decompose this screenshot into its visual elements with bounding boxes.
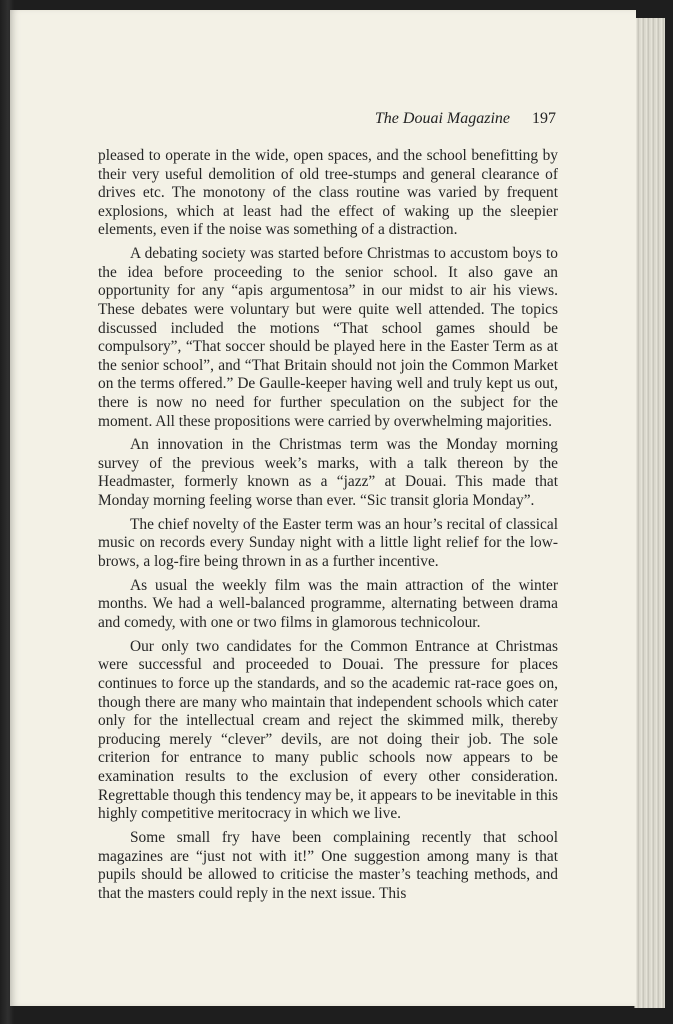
paragraph: As usual the weekly film was the main attraction of the winter months. We had a well-balanced programme, alternating between drama and comedy, with one or two films in glamorous technicolour. (98, 576, 558, 631)
paragraph: A debating society was started before Christmas to accustom boys to the idea before proceeding to the senior school. It also gave an opportunity for any “apis argumentosa” in our midst to air his views. These debates were voluntary but were quite well attended. The topics discussed included the motions “That school games should be compulsory”, “That soccer should be played here in the Easter Term as at the senior school”, and “That Britain should not join the Common Market on the terms offered.” De Gaulle-keeper having well and truly kept us out, there is now no need for further speculation on the subject for the moment. All these propositions were carried by overwhelming majorities. (98, 245, 558, 430)
running-head: The Douai Magazine (374, 110, 510, 127)
paragraph: The chief novelty of the Easter term was an hour’s recital of classical music on records every Sunday night with a little light relief for the low-brows, a log-fire being thrown in as a further incentive. (98, 515, 558, 571)
body-text (98, 147, 558, 908)
paragraph: Some small fry have been complaining recently that school magazines are “just not with it!” One suggestion among many is that pupils should be allowed to criticise the master’s teaching methods, and that the masters could reply in the next issue. This (98, 828, 558, 902)
page-number: 197 (532, 110, 556, 127)
book-page-edges (634, 18, 665, 1008)
paragraph: Our only two candidates for the Common Entrance at Christmas were successful and proceeded to Douai. The pressure for places continues to force up the standards, and so the academic rat-race goes on, though there are many who maintain that independent schools which cater only for the intellectual cream and reject the skimmed milk, thereby producing merely “clever” devils, are not doing their job. The sole criterion for entrance to many public schools now appears to be examination results to the exclusion of every other consideration. Regrettable though this tendency may be, it appears to be inevitable in this highly competitive meritocracy in which we live. (98, 637, 558, 823)
paragraph: pleased to operate in the wide, open spaces, and the school benefitting by their very useful demolition of old tree-stumps and general clearance of drives etc. The monotony of the class routine was varied by frequent explosions, which at least had the effect of waking up the sleepier elements, even if the noise was something of a distraction. (98, 147, 558, 239)
paragraph: An innovation in the Christmas term was the Monday morning survey of the previous week’s marks, with a talk thereon by the Headmaster, formerly known as a “jazz” at Douai. This made that Monday morning feeling worse than ever. “Sic transit gloria Monday”. (98, 436, 558, 510)
page-header (98, 110, 556, 132)
